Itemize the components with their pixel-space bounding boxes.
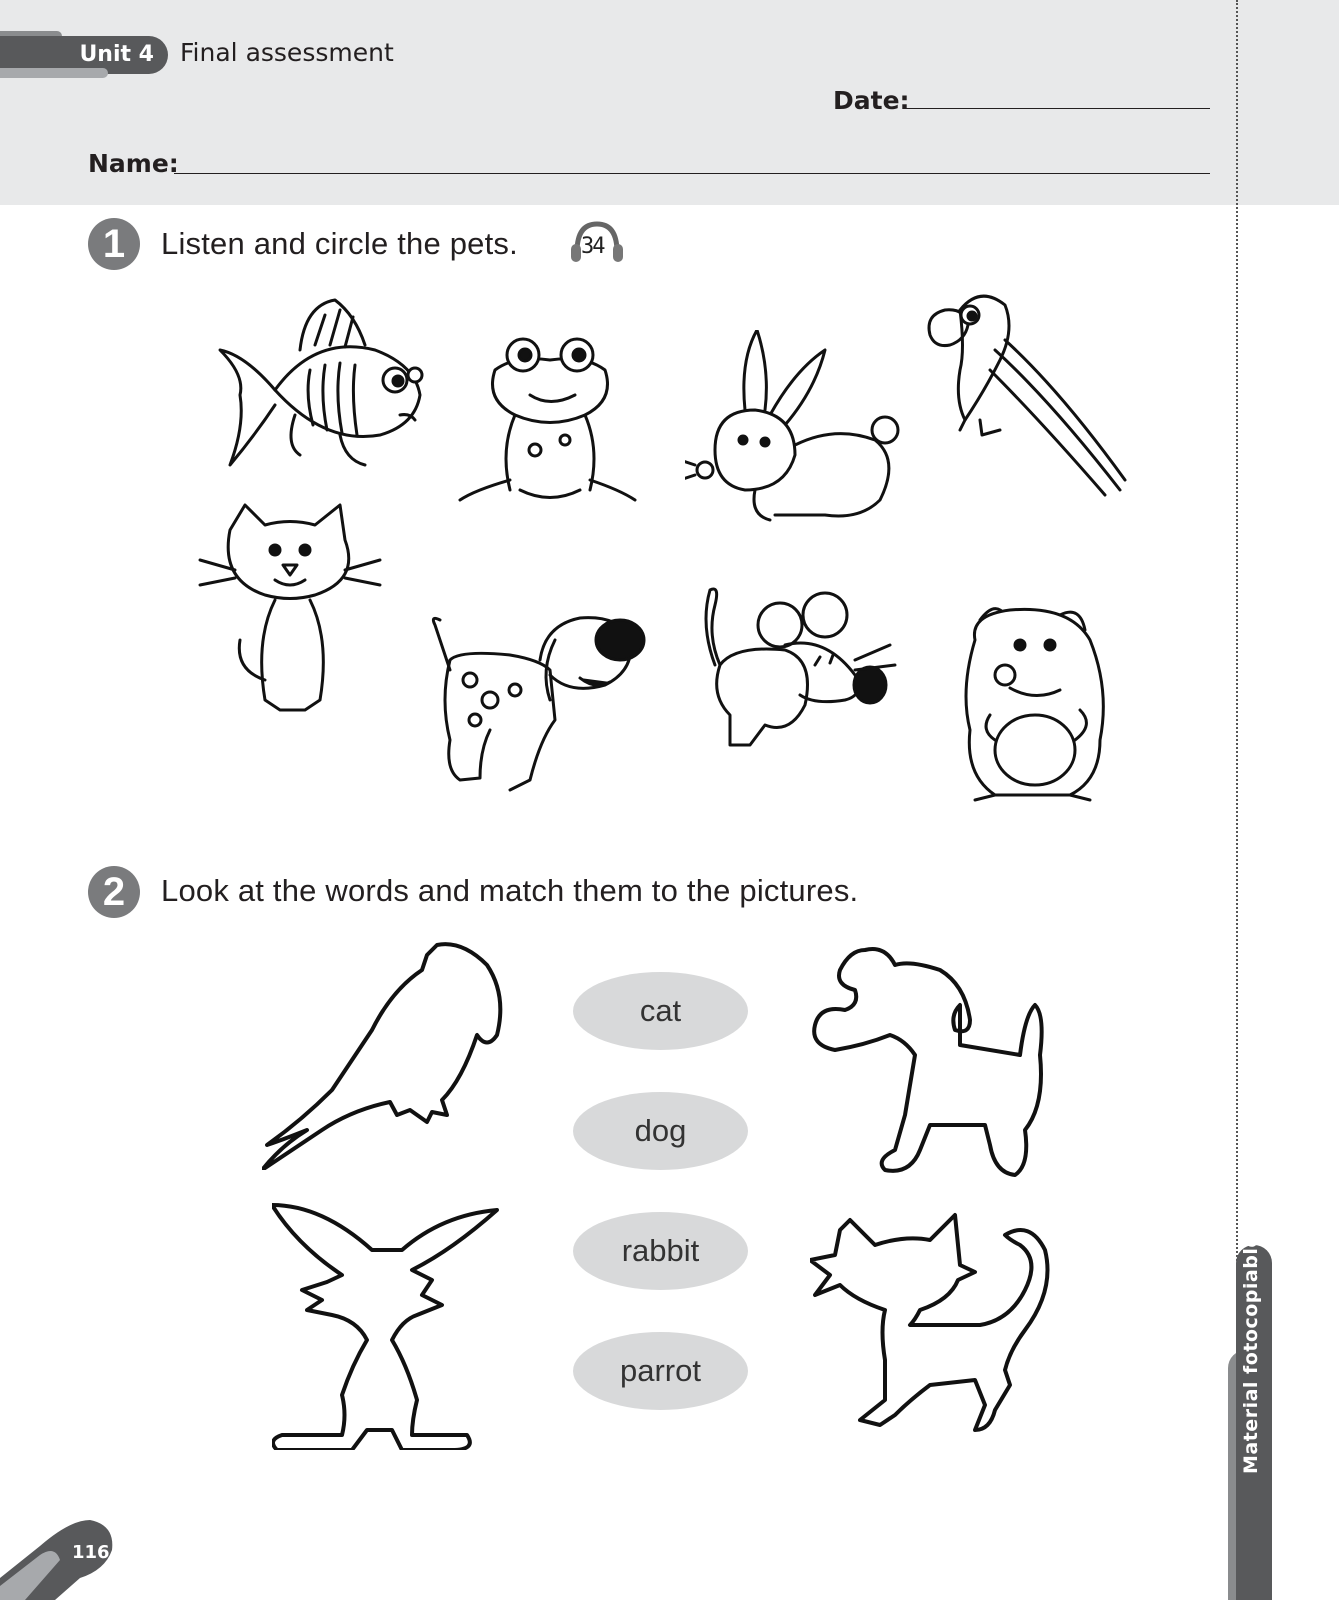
dog-silhouette[interactable] xyxy=(810,945,1050,1180)
header-band xyxy=(0,0,1339,205)
word-rabbit[interactable]: rabbit xyxy=(573,1212,748,1290)
exercise-2-number: 2 xyxy=(88,866,140,918)
dog-picture[interactable] xyxy=(430,600,660,800)
date-field[interactable] xyxy=(905,108,1210,109)
date-label: Date: xyxy=(833,86,910,115)
cat-silhouette[interactable] xyxy=(810,1210,1050,1450)
name-field[interactable] xyxy=(174,173,1210,174)
rabbit-picture[interactable] xyxy=(685,330,905,530)
audio-track-icon[interactable] xyxy=(567,218,627,268)
parrot-picture[interactable] xyxy=(920,290,1130,500)
side-tab-label: Material fotocopiable xyxy=(1240,1234,1262,1474)
name-label: Name: xyxy=(88,149,179,178)
audio-track-number: 34 xyxy=(581,234,604,259)
pets-picture-grid xyxy=(190,285,1160,840)
fish-picture[interactable] xyxy=(215,295,430,475)
parrot-silhouette[interactable] xyxy=(262,940,512,1170)
unit-label: Unit 4 xyxy=(79,42,154,67)
exercise-1-instruction: Listen and circle the pets. xyxy=(161,226,518,261)
word-cat[interactable]: cat xyxy=(573,972,748,1050)
cat-picture[interactable] xyxy=(195,500,385,720)
exercise-1-number: 1 xyxy=(88,218,140,270)
frog-picture[interactable] xyxy=(455,330,640,520)
word-parrot[interactable]: parrot xyxy=(573,1332,748,1410)
rabbit-silhouette[interactable] xyxy=(272,1200,502,1450)
unit-tab-underbar xyxy=(0,68,108,78)
page-title: Final assessment xyxy=(180,38,394,67)
page-number: 116 xyxy=(72,1542,110,1563)
exercise-2-instruction: Look at the words and match them to the pictures. xyxy=(161,873,859,908)
word-dog[interactable]: dog xyxy=(573,1092,748,1170)
hamster-picture[interactable] xyxy=(950,600,1120,805)
mouse-picture[interactable] xyxy=(695,585,905,760)
